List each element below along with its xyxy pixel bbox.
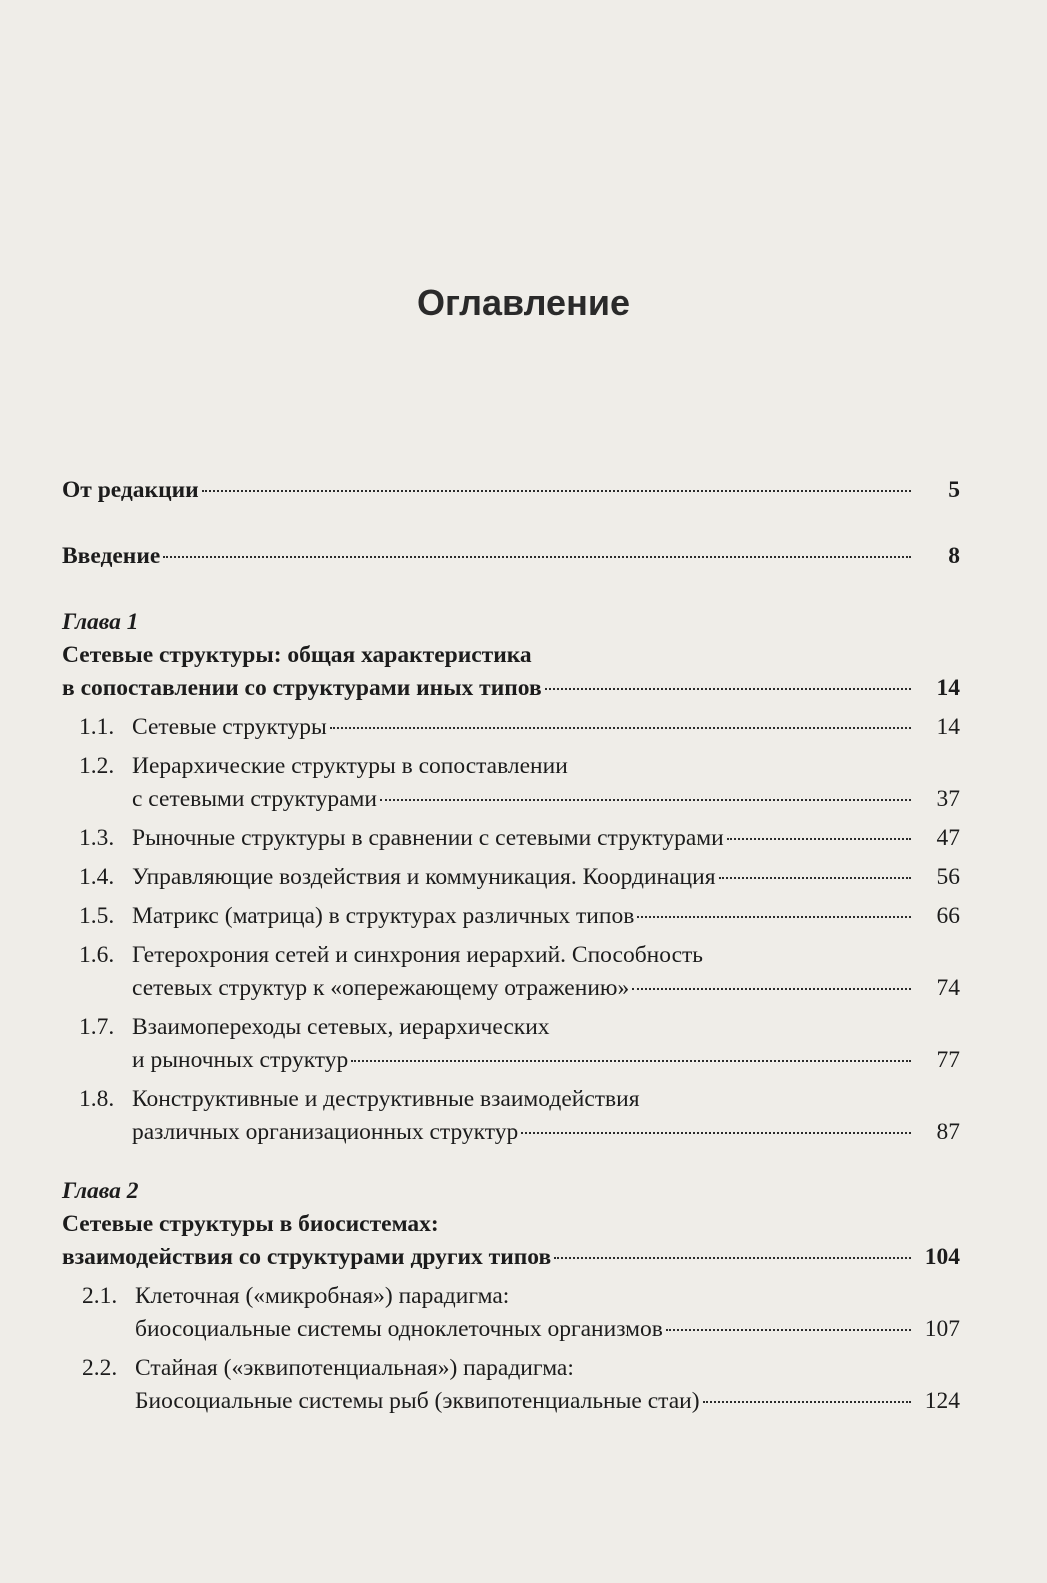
- toc-entry-section[interactable]: [79, 750, 960, 816]
- entry-title-line: и рыночных структур: [132, 1047, 349, 1073]
- section-number: 1.4.: [79, 864, 115, 890]
- page-number: 107: [924, 1316, 960, 1342]
- entry-title-line: Сетевые структуры в биосистемах:: [62, 1211, 439, 1237]
- toc-entry-introduction[interactable]: [62, 540, 960, 573]
- dot-leader: [637, 916, 911, 918]
- entry-title-line: Гетерохрония сетей и синхрония иерархий. Способность: [132, 942, 703, 968]
- dot-leader: [202, 490, 911, 492]
- dot-leader: [666, 1329, 911, 1331]
- entry-title-line: Матрикс (матрица) в структурах различных типов: [132, 903, 635, 929]
- section-number: 2.1.: [82, 1283, 118, 1309]
- toc-entry-section[interactable]: [82, 1352, 960, 1418]
- toc-entry-section[interactable]: [79, 1011, 960, 1077]
- section-number: 1.6.: [79, 942, 115, 968]
- page-number: 56: [936, 864, 960, 890]
- entry-title-line: сетевых структур к «опережающему отражению»: [132, 975, 630, 1001]
- entry-title: От редакции: [62, 477, 199, 503]
- toc-entry-section[interactable]: [79, 939, 960, 1005]
- dot-leader: [632, 988, 911, 990]
- dot-leader: [719, 877, 911, 879]
- dot-leader: [330, 727, 911, 729]
- entry-title-line: Взаимопереходы сетевых, иерархических: [132, 1014, 550, 1040]
- section-number: 1.7.: [79, 1014, 115, 1040]
- toc-entry-section[interactable]: [79, 861, 960, 894]
- section-number: 1.5.: [79, 903, 115, 929]
- entry-title-line: Сетевые структуры: общая характеристика: [62, 642, 532, 668]
- toc-entry-editorial[interactable]: [62, 474, 960, 507]
- page-number: 14: [936, 714, 960, 740]
- entry-title: Введение: [62, 543, 161, 569]
- toc-entry-chapter-1[interactable]: [62, 639, 960, 705]
- page-title: Оглавление: [417, 282, 630, 323]
- entry-title-line: Биосоциальные системы рыб (эквипотенциальные стаи): [135, 1388, 700, 1414]
- toc-entry-section[interactable]: [79, 711, 960, 744]
- toc-entry-chapter-2[interactable]: [62, 1208, 960, 1274]
- chapter-label: Глава 2: [62, 1178, 139, 1204]
- entry-title-line: Рыночные структуры в сравнении с сетевыми структурами: [132, 825, 724, 851]
- entry-title-line: Клеточная («микробная») парадигма:: [135, 1283, 510, 1309]
- page-number: 124: [924, 1388, 960, 1414]
- toc-entry-section[interactable]: [79, 822, 960, 855]
- page-number: 8: [948, 543, 960, 569]
- entry-title-line: с сетевыми структурами: [132, 786, 377, 812]
- page-number: 77: [936, 1047, 960, 1073]
- dot-leader: [545, 688, 911, 690]
- entry-title-line: различных организационных структур: [132, 1119, 519, 1145]
- dot-leader: [554, 1257, 911, 1259]
- entry-title-line: биосоциальные системы одноклеточных организмов: [135, 1316, 663, 1342]
- toc-entry-section[interactable]: [79, 1083, 960, 1149]
- entry-title-line: Стайная («эквипотенциальная») парадигма:: [135, 1355, 574, 1381]
- dot-leader: [351, 1060, 911, 1062]
- page-number: 104: [924, 1244, 960, 1270]
- page-number: 74: [936, 975, 960, 1001]
- page-number: 47: [936, 825, 960, 851]
- section-number: 2.2.: [82, 1355, 118, 1381]
- chapter-label: Глава 1: [62, 609, 139, 635]
- entry-title-line: взаимодействия со структурами других типов: [62, 1244, 552, 1270]
- table-of-contents: [62, 474, 960, 1418]
- entry-title-line: в сопоставлении со структурами иных типов: [62, 675, 542, 701]
- dot-leader: [380, 799, 911, 801]
- entry-title-line: Сетевые структуры: [132, 714, 327, 740]
- entry-title-line: Иерархические структуры в сопоставлении: [132, 753, 568, 779]
- page-number: 14: [936, 675, 960, 701]
- section-number: 1.2.: [79, 753, 115, 779]
- entry-title-line: Управляющие воздействия и коммуникация. Координация: [132, 864, 716, 890]
- section-number: 1.8.: [79, 1086, 115, 1112]
- page-number: 37: [936, 786, 960, 812]
- dot-leader: [521, 1132, 911, 1134]
- entry-title-line: Конструктивные и деструктивные взаимодействия: [132, 1086, 640, 1112]
- section-number: 1.1.: [79, 714, 115, 740]
- section-number: 1.3.: [79, 825, 115, 851]
- toc-entry-section[interactable]: [82, 1280, 960, 1346]
- page-number: 87: [936, 1119, 960, 1145]
- toc-entry-section[interactable]: [79, 900, 960, 933]
- dot-leader: [727, 838, 911, 840]
- page-number: 66: [936, 903, 960, 929]
- dot-leader: [703, 1401, 911, 1403]
- page-number: 5: [948, 477, 960, 503]
- dot-leader: [163, 556, 911, 558]
